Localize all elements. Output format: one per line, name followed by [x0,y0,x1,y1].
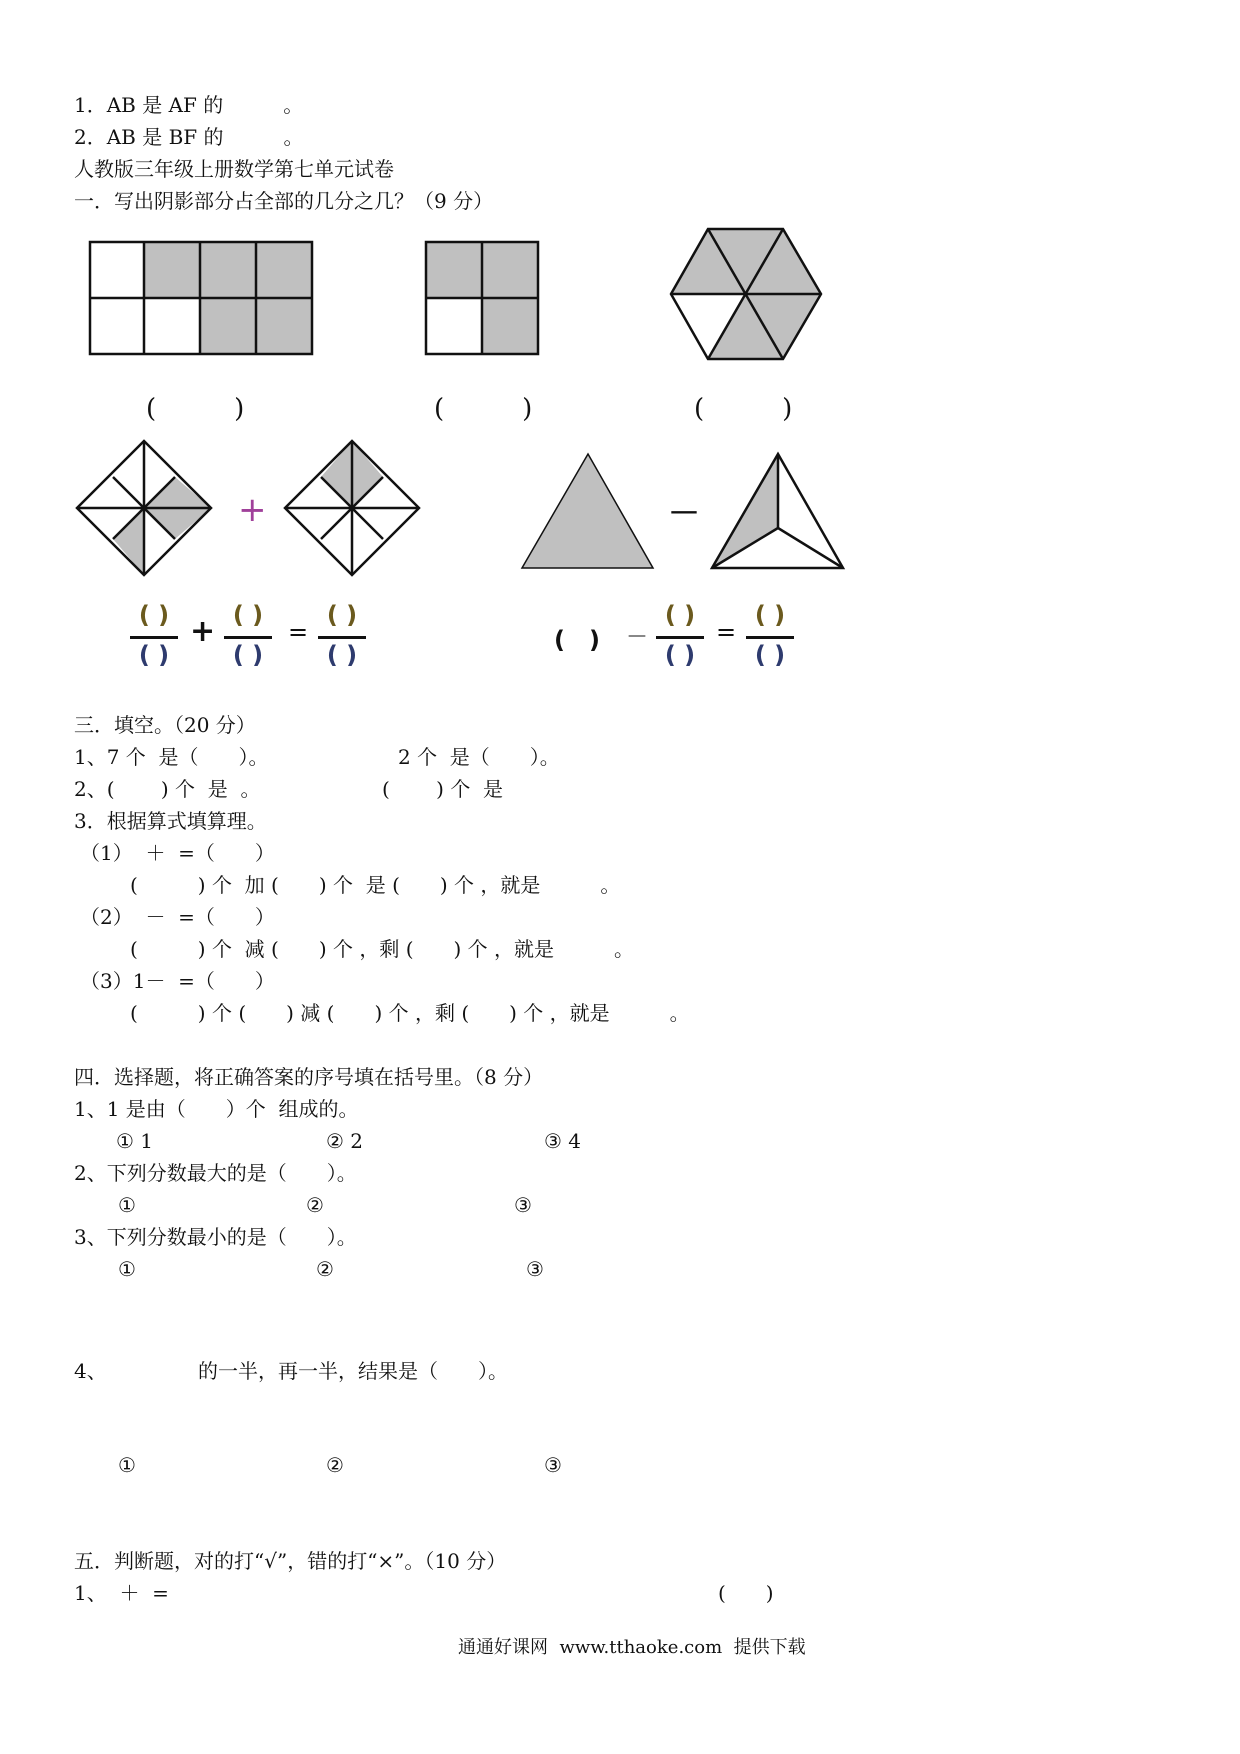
choice-2-option-2[interactable]: ② [306,1193,324,1217]
equation-equals: = [288,618,309,646]
fill-part-1-text: ( ) 个 加 ( ) 个 是 ( ) 个 ，就是 。 [130,873,621,897]
judge-answer-blank-1[interactable]: ( ) [718,1581,774,1605]
choice-2-option-3[interactable]: ③ [514,1193,532,1217]
answer-blank-hexagon[interactable]: ( ) [694,394,793,424]
fraction-bar [224,636,272,639]
fraction-bar [746,636,794,639]
choice-2-option-1[interactable]: ① [118,1193,136,1217]
grid-2x2-figure [424,240,544,356]
fill-part-3: （3）1－ =（ ） [80,969,275,993]
equation-minus: － [626,625,649,650]
choice-question-4-number: 4、 [74,1359,107,1383]
fraction-numerator[interactable]: ( ) [664,601,696,629]
section-1-heading: 一．写出阴影部分占全部的几分之几？（9 分） [74,189,494,213]
fraction-denominator[interactable]: ( ) [664,641,696,669]
whole-number-blank[interactable]: ( ) [554,626,600,654]
fraction-denominator[interactable]: ( ) [754,641,786,669]
fraction-bar [656,636,704,639]
grid-2x4-figure [88,240,318,356]
answer-blank-grid-2x2[interactable]: ( ) [434,394,533,424]
hexagon-figure [668,224,824,364]
section-3-heading: 三．填空。（20 分） [74,713,256,737]
equation-equals-right: = [716,618,737,646]
fill-question-1a: 1、7 个 是（ ）。 [74,745,269,769]
fraction-blank-1[interactable] [128,600,180,672]
figure-plus-sign: + [238,490,267,530]
choice-1-option-1[interactable]: ① 1 [116,1129,154,1153]
worksheet-title: 人教版三年级上册数学第七单元试卷 [74,157,394,181]
fill-question-2a: 2、( ) 个 是 。 [74,777,261,801]
divided-square-right-figure [284,440,420,576]
choice-question-3: 3、下列分数最小的是（ ）。 [74,1225,357,1249]
fraction-blank-4[interactable] [654,600,706,672]
choice-1-option-2[interactable]: ② 2 [326,1129,364,1153]
choice-question-1: 1、1 是由（ ）个 组成的。 [74,1097,359,1121]
section-4-heading: 四．选择题，将正确答案的序号填在括号里。（8 分） [74,1065,544,1089]
divided-triangle-figure [710,452,846,572]
page-footer: 通通好课网 www.tthaoke.com 提供下载 [458,1637,806,1658]
fill-question-2b: ( ) 个 是 [382,777,504,801]
section-5-heading: 五．判断题，对的打“√”，错的打“×”。（10 分） [74,1549,507,1573]
answer-blank-grid-2x4[interactable]: ( ) [146,394,245,424]
choice-4-option-1[interactable]: ① [118,1453,136,1477]
fraction-numerator[interactable]: ( ) [138,601,170,629]
fraction-blank-5[interactable] [744,600,796,672]
fraction-denominator[interactable]: ( ) [138,641,170,669]
fraction-blank-2[interactable] [222,600,274,672]
choice-3-option-3[interactable]: ③ [526,1257,544,1281]
fill-part-1: （1） ＋ =（ ） [80,841,275,865]
choice-1-option-3[interactable]: ③ 4 [544,1129,582,1153]
intro-question-1: 1．AB 是 AF 的 。 [74,93,304,117]
choice-4-option-2[interactable]: ② [326,1453,344,1477]
choice-4-option-3[interactable]: ③ [544,1453,562,1477]
fraction-bar [318,636,366,639]
fill-part-2: （2） － =（ ） [80,905,275,929]
fraction-numerator[interactable]: ( ) [754,601,786,629]
choice-question-4: 的一半，再一半，结果是（ ）。 [198,1359,508,1383]
fraction-numerator[interactable]: ( ) [232,601,264,629]
shaded-triangle-figure [520,452,656,572]
fill-question-3: 3．根据算式填算理。 [74,809,267,833]
fill-question-1b: 2 个 是（ ）。 [398,745,560,769]
fraction-denominator[interactable]: ( ) [326,641,358,669]
fraction-blank-3[interactable] [316,600,368,672]
equation-plus: + [190,614,216,649]
choice-3-option-2[interactable]: ② [316,1257,334,1281]
fraction-denominator[interactable]: ( ) [232,641,264,669]
choice-question-2: 2、下列分数最大的是（ ）。 [74,1161,357,1185]
fill-part-2-text: ( ) 个 减 ( ) 个 ，剩 ( ) 个 ，就是 。 [130,937,635,961]
fill-part-3-text: ( ) 个 ( ) 减 ( ) 个 ，剩 ( ) 个 ，就是 。 [130,1001,690,1025]
intro-question-2: 2．AB 是 BF 的 。 [74,125,304,149]
fraction-bar [130,636,178,639]
judge-question-1: 1、 ＋ = [74,1581,169,1605]
fraction-numerator[interactable]: ( ) [326,601,358,629]
divided-square-left-figure [76,440,212,576]
figure-minus-sign: － [668,494,701,532]
choice-3-option-1[interactable]: ① [118,1257,136,1281]
